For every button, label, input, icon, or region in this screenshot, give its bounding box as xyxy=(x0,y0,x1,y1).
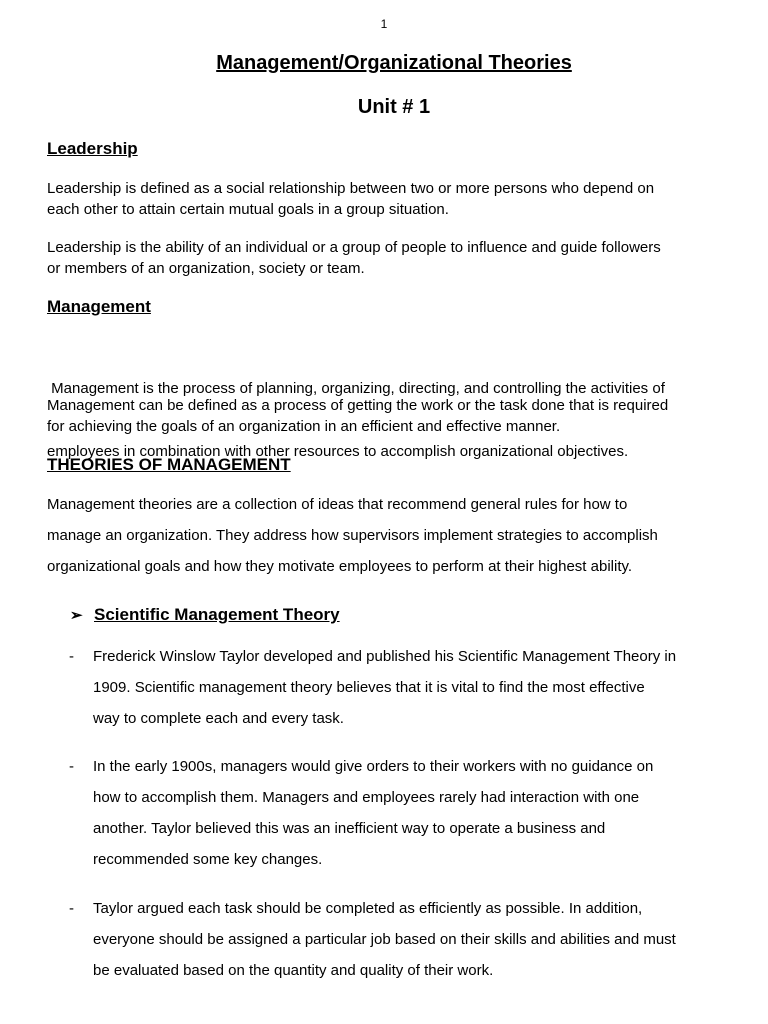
text-line: each other to attain certain mutual goals in a group situation. xyxy=(47,201,449,218)
theories-heading: THEORIES OF MANAGEMENT xyxy=(47,455,291,474)
scientific-management-label: Scientific Management Theory xyxy=(94,605,340,624)
list-item-text xyxy=(93,751,653,875)
text-line: way to complete each and every task. xyxy=(93,710,344,727)
dash-bullet: - xyxy=(69,758,74,775)
dash-bullet: - xyxy=(69,900,74,917)
unit-title: Unit # 1 xyxy=(357,96,431,118)
scientific-management-heading xyxy=(70,605,340,625)
text-line: Taylor argued each task should be completed as efficiently as possible. In addition, xyxy=(93,900,643,917)
text-line: recommended some key changes. xyxy=(93,851,323,868)
text-line: another. Taylor believed this was an inefficient way to operate a business and xyxy=(93,820,606,837)
dash-bullet: - xyxy=(69,648,74,665)
theories-paragraph xyxy=(47,489,747,582)
list-item-text xyxy=(93,641,676,734)
leadership-paragraph-2 xyxy=(47,237,747,279)
management-paragraph-2 xyxy=(47,395,747,437)
text-line: manage an organization. They address how supervisors implement strategies to accomplish xyxy=(47,527,658,544)
leadership-heading: Leadership xyxy=(47,139,138,158)
management-heading: Management xyxy=(47,297,151,316)
page-number: 1 xyxy=(380,17,388,31)
document-title: Management/Organizational Theories xyxy=(216,52,572,74)
text-line: be evaluated based on the quantity and quality of their work. xyxy=(93,962,494,979)
leadership-paragraph-1 xyxy=(47,178,747,220)
text-line: Leadership is the ability of an individual or a group of people to influence and guide followers xyxy=(47,239,661,256)
arrow-bullet-icon: ➢ xyxy=(70,607,83,624)
text-line: Management can be defined as a process of getting the work or the task done that is required xyxy=(47,397,669,414)
text-line: Frederick Winslow Taylor developed and published his Scientific Management Theory in xyxy=(93,648,677,665)
text-line: In the early 1900s, managers would give orders to their workers with no guidance on xyxy=(93,758,654,775)
text-line: employees in combination with other resources to accomplish organizational objectives. xyxy=(47,443,629,460)
text-line: or members of an organization, society or team. xyxy=(47,260,365,277)
text-line: for achieving the goals of an organization in an efficient and effective manner. xyxy=(47,418,561,435)
text-line: Management theories are a collection of ideas that recommend general rules for how to xyxy=(47,496,628,513)
text-line: everyone should be assigned a particular job based on their skills and abilities and must xyxy=(93,931,676,948)
text-line: Management is the process of planning, organizing, directing, and controlling the activities of xyxy=(47,380,665,397)
list-item-text xyxy=(93,893,676,986)
text-line: 1909. Scientific management theory believes that it is vital to find the most effective xyxy=(93,679,645,696)
text-line: organizational goals and how they motivate employees to perform at their highest ability. xyxy=(47,558,633,575)
text-line: Leadership is defined as a social relationship between two or more persons who depend on xyxy=(47,180,655,197)
text-line: how to accomplish them. Managers and employees rarely had interaction with one xyxy=(93,789,640,806)
